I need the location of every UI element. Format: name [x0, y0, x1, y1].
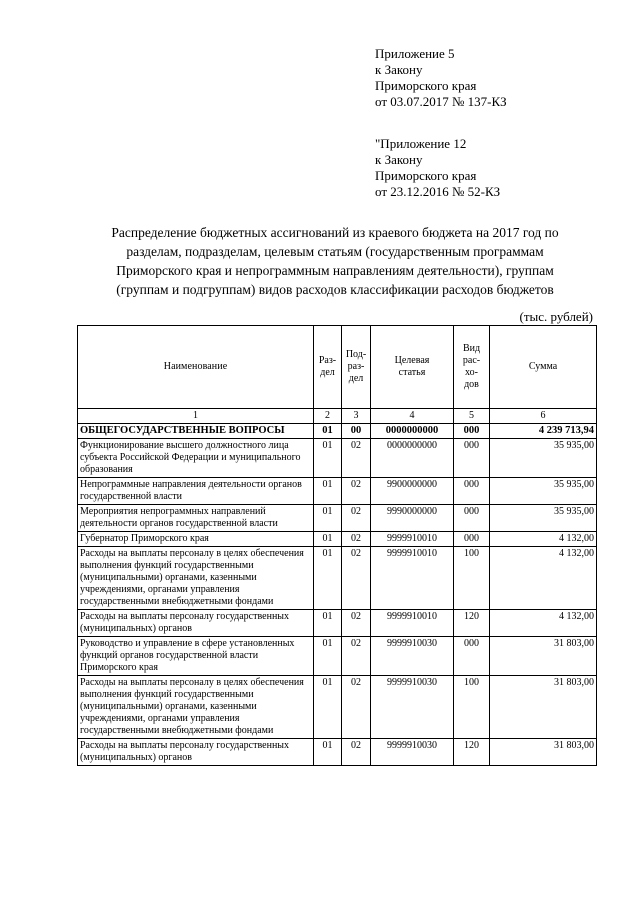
row-name-cell: Расходы на выплаты персоналу государственных (муниципальных) органов [78, 739, 314, 766]
row-subsection-cell: 02 [342, 676, 371, 739]
column-number: 5 [454, 409, 490, 424]
appendix-5-block [375, 46, 507, 110]
header-subsection: Под- раз- дел [342, 326, 371, 409]
column-numbers-row [78, 409, 597, 424]
row-section-cell: 01 [314, 505, 342, 532]
row-section-cell: 01 [314, 676, 342, 739]
row-kind-cell: 120 [454, 739, 490, 766]
header-name: Наименование [78, 326, 314, 409]
header-section: Раз- дел [314, 326, 342, 409]
row-subsection-cell: 02 [342, 739, 371, 766]
row-sum-cell: 35 935,00 [490, 478, 597, 505]
appendix-12-line: от 23.12.2016 № 52-КЗ [375, 184, 501, 199]
title-line: разделам, подразделам, целевым статьям (государственным программам [126, 244, 544, 259]
table-row [78, 424, 597, 439]
table-row [78, 532, 597, 547]
row-kind-cell: 000 [454, 532, 490, 547]
row-subsection-cell: 02 [342, 478, 371, 505]
row-sum-cell: 4 132,00 [490, 547, 597, 610]
table-header-row [78, 326, 597, 409]
table-row [78, 637, 597, 676]
row-target-cell: 9999910030 [371, 637, 454, 676]
row-kind-cell: 000 [454, 505, 490, 532]
row-kind-cell: 120 [454, 610, 490, 637]
appendix-12-line: "Приложение 12 [375, 136, 467, 151]
row-section-cell: 01 [314, 532, 342, 547]
appendix-12-block [375, 136, 500, 200]
table-row [78, 439, 597, 478]
row-section-cell: 01 [314, 637, 342, 676]
units-label: (тыс. рублей) [519, 309, 593, 324]
column-number: 2 [314, 409, 342, 424]
row-kind-cell: 000 [454, 424, 490, 439]
row-name-cell: Губернатор Приморского края [78, 532, 314, 547]
row-sum-cell: 4 239 713,94 [490, 424, 597, 439]
row-target-cell: 9999910030 [371, 676, 454, 739]
row-name-cell: Расходы на выплаты персоналу государственных (муниципальных) органов [78, 610, 314, 637]
row-section-cell: 01 [314, 739, 342, 766]
row-subsection-cell: 02 [342, 610, 371, 637]
row-target-cell: 9999910010 [371, 547, 454, 610]
row-section-cell: 01 [314, 610, 342, 637]
row-subsection-cell: 02 [342, 637, 371, 676]
row-kind-cell: 000 [454, 439, 490, 478]
row-target-cell: 9999910010 [371, 610, 454, 637]
appendix-5-line: Приморского края [375, 78, 477, 93]
column-number: 3 [342, 409, 371, 424]
row-subsection-cell: 02 [342, 532, 371, 547]
row-name-cell: Руководство и управление в сфере установленных функций органов государственной власти Приморского края [78, 637, 314, 676]
column-number: 1 [78, 409, 314, 424]
header-sum: Сумма [490, 326, 597, 409]
row-subsection-cell: 02 [342, 439, 371, 478]
row-target-cell: 9999910030 [371, 739, 454, 766]
row-section-cell: 01 [314, 439, 342, 478]
column-number: 4 [371, 409, 454, 424]
row-subsection-cell: 02 [342, 547, 371, 610]
row-target-cell: 0000000000 [371, 439, 454, 478]
row-sum-cell: 31 803,00 [490, 637, 597, 676]
appendix-5-line: от 03.07.2017 № 137-КЗ [375, 94, 507, 109]
row-name-cell: Расходы на выплаты персоналу в целях обеспечения выполнения функций государственными (муниципальными) органами, казенными учреждениями, органами управления государственными внебюджетными фондами [78, 547, 314, 610]
row-section-cell: 01 [314, 478, 342, 505]
budget-table [77, 325, 597, 766]
row-sum-cell: 35 935,00 [490, 505, 597, 532]
row-name-cell: Функционирование высшего должностного лица субъекта Российской Федерации и муниципального образования [78, 439, 314, 478]
appendix-12-line: Приморского края [375, 168, 477, 183]
table-row [78, 610, 597, 637]
document-title [60, 223, 610, 299]
column-number: 6 [490, 409, 597, 424]
table-row [78, 478, 597, 505]
row-section-cell: 01 [314, 424, 342, 439]
table-row [78, 739, 597, 766]
row-target-cell: 9900000000 [371, 478, 454, 505]
title-line: (группам и подгруппам) видов расходов классификации расходов бюджетов [116, 282, 554, 297]
table-row [78, 676, 597, 739]
header-kind: Вид рас- хо- дов [454, 326, 490, 409]
row-sum-cell: 35 935,00 [490, 439, 597, 478]
table-row [78, 505, 597, 532]
row-target-cell: 9999910010 [371, 532, 454, 547]
row-sum-cell: 4 132,00 [490, 532, 597, 547]
title-line: Приморского края и непрограммным направлениям деятельности), группам [116, 263, 554, 278]
row-sum-cell: 31 803,00 [490, 739, 597, 766]
row-kind-cell: 100 [454, 676, 490, 739]
header-target: Целевая статья [371, 326, 454, 409]
row-subsection-cell: 00 [342, 424, 371, 439]
row-kind-cell: 000 [454, 478, 490, 505]
row-kind-cell: 100 [454, 547, 490, 610]
row-name-cell: Непрограммные направления деятельности органов государственной власти [78, 478, 314, 505]
row-kind-cell: 000 [454, 637, 490, 676]
row-subsection-cell: 02 [342, 505, 371, 532]
title-line: Распределение бюджетных ассигнований из краевого бюджета на 2017 год по [111, 225, 559, 240]
table-row [78, 547, 597, 610]
row-target-cell: 9990000000 [371, 505, 454, 532]
table-body [78, 424, 597, 766]
row-name-cell: Расходы на выплаты персоналу в целях обеспечения выполнения функций государственными (муниципальными) органами, казенными учреждениями, органами управления государственными внебюджетными фондами [78, 676, 314, 739]
appendix-5-line: Приложение 5 [375, 46, 455, 61]
row-name-cell: Мероприятия непрограммных направлений деятельности органов государственной власти [78, 505, 314, 532]
row-target-cell: 0000000000 [371, 424, 454, 439]
row-name-cell: ОБЩЕГОСУДАРСТВЕННЫЕ ВОПРОСЫ [78, 424, 314, 439]
row-sum-cell: 31 803,00 [490, 676, 597, 739]
appendix-12-line: к Закону [375, 152, 423, 167]
row-section-cell: 01 [314, 547, 342, 610]
appendix-5-line: к Закону [375, 62, 423, 77]
row-sum-cell: 4 132,00 [490, 610, 597, 637]
